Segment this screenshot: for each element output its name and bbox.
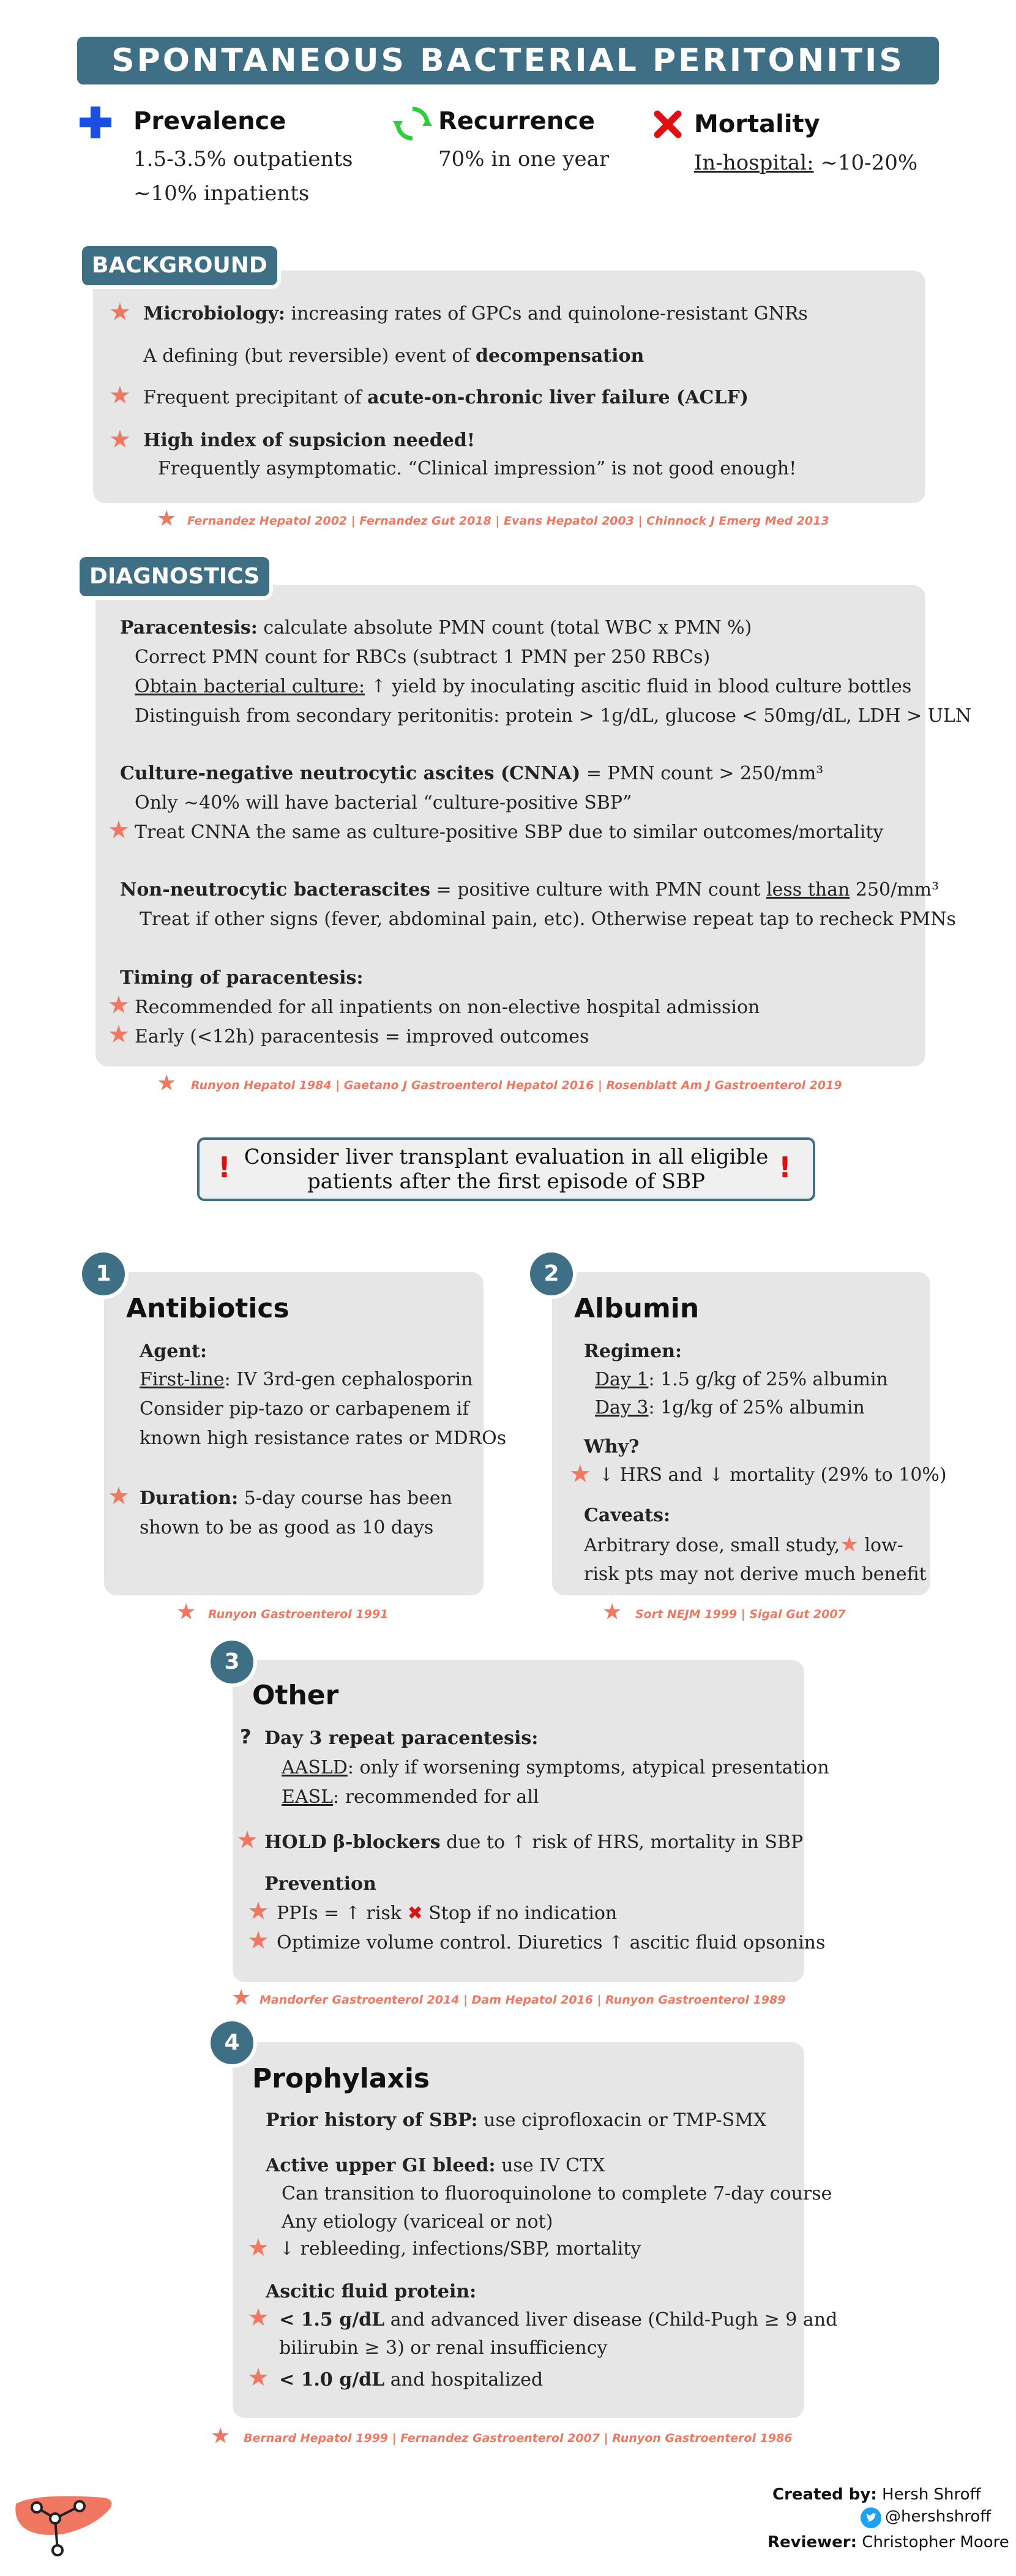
recurrence-value: 70% in one year	[438, 147, 610, 171]
recycle-icon	[393, 104, 432, 143]
plus-icon	[77, 104, 114, 141]
prophylaxis-title: Prophylaxis	[252, 2063, 430, 2094]
diag-cnna: Culture-negative neutrocytic ascites (CNNA) = PMN count > 250/mm³	[120, 763, 824, 784]
star-icon: ★	[247, 1926, 269, 1955]
mortality-number: ~10-20%	[813, 151, 918, 175]
x-icon	[652, 109, 683, 140]
exclamation-icon: !	[779, 1151, 791, 1184]
prophylaxis-rebleed: ↓ rebleeding, infections/SBP, mortality	[279, 2238, 641, 2260]
star-icon: ★	[231, 1985, 252, 2010]
star-icon: ★	[157, 506, 177, 531]
star-icon: ★	[211, 2424, 231, 2449]
prevalence-inpatients: ~10% inpatients	[133, 181, 310, 206]
twitter-handle[interactable]: @hershshroff	[885, 2507, 992, 2526]
x-icon: ✖	[407, 1903, 423, 1924]
albumin-caveats: Caveats:	[584, 1505, 671, 1526]
step-number-4: 4	[211, 2021, 253, 2064]
step-number-3: 3	[211, 1641, 253, 1683]
mortality-value	[694, 151, 917, 175]
albumin-caveat-1: Arbitrary dose, small study,★ low-	[584, 1532, 903, 1557]
liver-logo-icon	[12, 2492, 116, 2559]
star-icon: ★	[176, 1600, 196, 1625]
antibiotics-title: Antibiotics	[126, 1293, 289, 1324]
diag-only40: Only ~40% will have bacterial “culture-positive SBP”	[135, 792, 632, 814]
antibiotics-agent: Agent:	[140, 1341, 207, 1362]
other-aasld: AASLD: only if worsening symptoms, atypical presentation	[282, 1757, 829, 1778]
albumin-day3: Day 3: 1g/kg of 25% albumin	[595, 1397, 865, 1418]
reviewer: Reviewer: Christopher Moore	[768, 2533, 1009, 2552]
other-ppi: PPIs = ↑ risk ✖ Stop if no indication	[277, 1903, 618, 1924]
question-icon: ?	[240, 1725, 252, 1748]
up-arrow-icon: ↑	[608, 1932, 624, 1953]
prophylaxis-p10: < 1.0 g/dL and hospitalized	[279, 2369, 543, 2391]
prophylaxis-transition: Can transition to fluoroquinolone to complete 7-day course	[282, 2183, 832, 2204]
albumin-caveat-2: risk pts may not derive much benefit	[584, 1563, 927, 1585]
diag-recommended: Recommended for all inpatients on non-elective hospital admission	[135, 997, 760, 1018]
down-arrow-icon: ↓	[708, 1464, 724, 1486]
star-icon: ★	[108, 816, 130, 844]
diagnostics-refs: Runyon Hepatol 1984 | Gaetano J Gastroenterol Hepatol 2016 | Rosenblatt Am J Gastroenterol 2019	[191, 1079, 842, 1092]
up-arrow-icon: ↑	[510, 1832, 526, 1853]
star-icon: ★	[247, 2234, 269, 2262]
star-icon: ★	[109, 381, 131, 410]
star-icon: ★	[108, 1482, 130, 1510]
star-icon: ★	[236, 1826, 258, 1854]
prophylaxis-etiology: Any etiology (variceal or not)	[282, 2211, 553, 2233]
prevalence-outpatients: 1.5-3.5% outpatients	[133, 147, 353, 171]
up-arrow-icon: ↑	[345, 1903, 360, 1924]
diagnostics-tab: DIAGNOSTICS	[80, 557, 269, 596]
background-asymptomatic: Frequently asymptomatic. “Clinical impression” is not good enough!	[158, 458, 797, 479]
background-microbiology: Microbiology: increasing rates of GPCs and quinolone-resistant GNRs	[143, 303, 808, 324]
alert-line-1: Consider liver transplant evaluation in all eligible	[244, 1145, 769, 1169]
star-icon: ★	[109, 425, 131, 454]
twitter-icon[interactable]	[861, 2507, 881, 2528]
diag-timing: Timing of paracentesis:	[120, 967, 364, 989]
created-by: Created by: Hersh Shroff	[772, 2485, 981, 2504]
albumin-regimen: Regimen:	[584, 1341, 682, 1362]
up-arrow-icon: ↑	[365, 676, 386, 697]
antibiotics-firstline: First-line: IV 3rd-gen cephalosporin	[140, 1369, 473, 1390]
diag-correct: Correct PMN count for RBCs (subtract 1 PMN per 250 RBCs)	[135, 646, 711, 668]
star-icon: ★	[108, 1020, 130, 1049]
background-refs: Fernandez Hepatol 2002 | Fernandez Gut 2018 | Evans Hepatol 2003 | Chinnock J Emerg Med 2013	[187, 514, 829, 528]
diag-treat-cnna: Treat CNNA the same as culture-positive SBP due to similar outcomes/mortality	[135, 822, 884, 843]
star-icon: ★	[247, 1897, 269, 1925]
star-icon: ★	[247, 2364, 269, 2392]
page-title: SPONTANEOUS BACTERIAL PERITONITIS	[77, 37, 939, 84]
prophylaxis-p15-2: bilirubin ≥ 3) or renal insufficiency	[279, 2337, 608, 2359]
other-refs: Mandorfer Gastroenterol 2014 | Dam Hepatol 2016 | Runyon Gastroenterol 1989	[260, 1993, 786, 2007]
antibiotics-refs: Runyon Gastroenterol 1991	[208, 1608, 389, 1621]
background-index: High index of supsicion needed!	[143, 430, 476, 451]
diag-distinguish: Distinguish from secondary peritonitis: protein > 1g/dL, glucose < 50mg/dL, LDH > ULN	[135, 705, 972, 727]
diag-paracentesis: Paracentesis: calculate absolute PMN count (total WBC x PMN %)	[120, 617, 752, 638]
antibiotics-duration: Duration: 5-day course has been	[140, 1488, 452, 1509]
star-icon: ★	[247, 2304, 269, 2332]
prophylaxis-refs: Bernard Hepatol 1999 | Fernandez Gastroenterol 2007 | Runyon Gastroenterol 1986	[244, 2432, 793, 2445]
step-number-1: 1	[82, 1252, 125, 1295]
exclamation-icon: !	[218, 1151, 231, 1184]
star-icon: ★	[157, 1071, 177, 1096]
prevalence-title: Prevalence	[133, 107, 286, 135]
albumin-title: Albumin	[574, 1293, 700, 1324]
other-hold: HOLD β-blockers due to ↑ risk of HRS, mortality in SBP	[264, 1832, 804, 1853]
other-prevention: Prevention	[264, 1873, 376, 1895]
recurrence-title: Recurrence	[438, 107, 596, 135]
step-number-2: 2	[530, 1252, 573, 1295]
mortality-label: In-hospital:	[694, 151, 814, 175]
other-day3: Day 3 repeat paracentesis:	[264, 1728, 539, 1749]
star-icon: ★	[109, 298, 131, 326]
prophylaxis-gi: Active upper GI bleed: use IV CTX	[266, 2155, 605, 2176]
albumin-refs: Sort NEJM 1999 | Sigal Gut 2007	[635, 1608, 846, 1621]
diag-culture: Obtain bacterial culture: ↑ yield by inoculating ascitic fluid in blood culture bottles	[135, 676, 912, 697]
other-title: Other	[252, 1680, 339, 1711]
background-defining: A defining (but reversible) event of decompensation	[143, 345, 644, 367]
star-icon: ★	[569, 1460, 591, 1488]
down-arrow-icon: ↓	[279, 2238, 295, 2260]
albumin-why-text: ↓ HRS and ↓ mortality (29% to 10%)	[599, 1464, 947, 1486]
diag-early: Early (<12h) paracentesis = improved outcomes	[135, 1026, 589, 1047]
star-icon: ★	[840, 1532, 859, 1557]
prophylaxis-prior: Prior history of SBP: use ciprofloxacin or TMP-SMX	[266, 2110, 767, 2131]
star-icon: ★	[108, 991, 130, 1019]
other-optimize: Optimize volume control. Diuretics ↑ ascitic fluid opsonins	[277, 1932, 826, 1953]
star-icon: ★	[602, 1600, 622, 1625]
alert-line-2: patients after the first episode of SBP	[307, 1169, 705, 1194]
prophylaxis-p15: < 1.5 g/dL and advanced liver disease (Child-Pugh ≥ 9 and	[279, 2309, 838, 2331]
background-aclf: Frequent precipitant of acute-on-chronic liver failure (ACLF)	[143, 387, 749, 408]
diag-treat-other: Treat if other signs (fever, abdominal pain, etc). Otherwise repeat tap to recheck PMNs	[140, 908, 956, 930]
antibiotics-consider-1: Consider pip-tazo or carbapenem if	[140, 1398, 469, 1420]
diag-nnb: Non-neutrocytic bacterascites = positive culture with PMN count less than 250/mm³	[120, 879, 939, 900]
background-tab: BACKGROUND	[82, 246, 277, 285]
albumin-why: Why?	[584, 1436, 640, 1458]
other-easl: EASL: recommended for all	[282, 1786, 539, 1808]
down-arrow-icon: ↓	[599, 1464, 614, 1486]
antibiotics-duration-2: shown to be as good as 10 days	[140, 1517, 434, 1538]
antibiotics-consider-2: known high resistance rates or MDROs	[140, 1428, 507, 1449]
prophylaxis-protein: Ascitic fluid protein:	[266, 2281, 477, 2302]
albumin-day1: Day 1: 1.5 g/kg of 25% albumin	[595, 1369, 888, 1390]
mortality-title: Mortality	[694, 110, 820, 138]
